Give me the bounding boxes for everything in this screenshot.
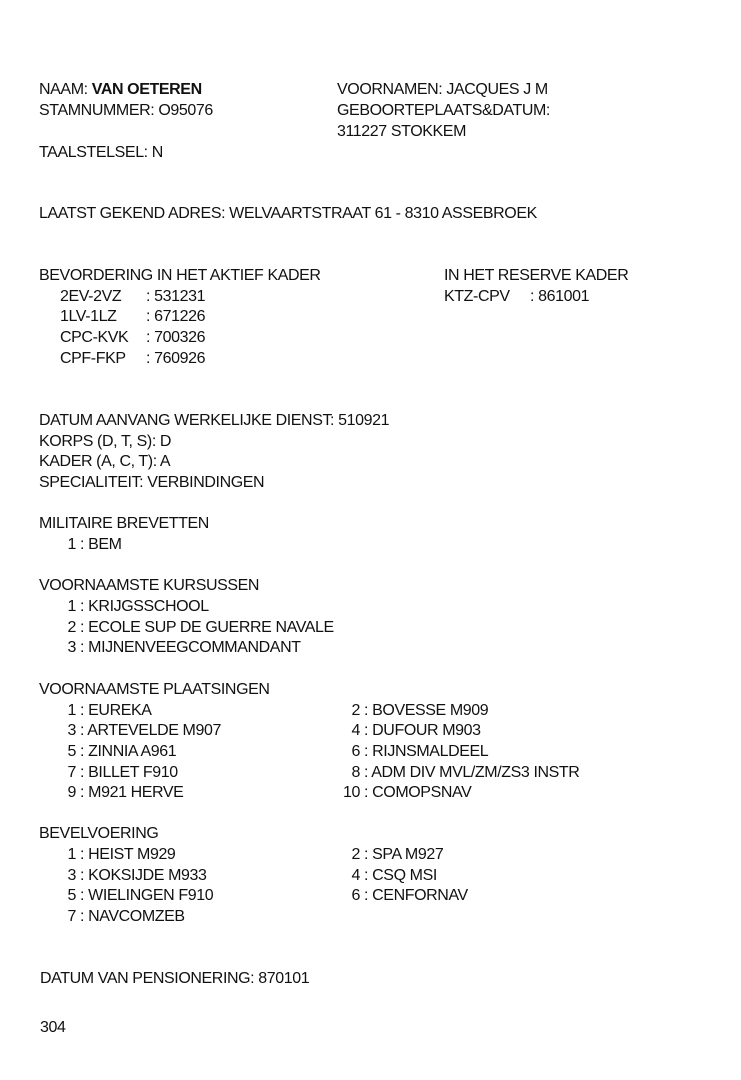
geboorte-value: 311227 STOKKEM [337,123,466,140]
list-item: 5 : WIELINGEN F910 [67,887,214,904]
promotion-row [60,307,117,327]
list-item: 3 : ARTEVELDE M907 [67,722,221,739]
promotion-row [60,328,128,348]
list-item: 6 : RIJNSMALDEEL [351,743,489,760]
taalstelsel: TAALSTELSEL: N [39,144,163,161]
promotion-date: : 671226 [146,308,206,325]
list-item: 6 : CENFORNAV [351,887,468,904]
list-item: 2 : SPA M927 [351,846,444,863]
promotion-date: : 531231 [146,288,206,305]
specialiteit: SPECIALITEIT: VERBINDINGEN [39,474,265,491]
geboorte-label: GEBOORTEPLAATS&DATUM: [337,102,550,119]
list-item: 8 : ADM DIV MVL/ZM/ZS3 INSTR [351,764,580,781]
list-item: 1 : BEM [67,536,122,553]
name-label: NAAM: [39,81,88,98]
reserve-date: : 861001 [530,288,590,305]
promotion-row [60,349,126,369]
voornamen: VOORNAMEN: JACQUES J M [337,81,548,98]
list-item: 3 : MIJNENVEEGCOMMANDANT [67,639,301,656]
promotion-rank: CPC-KVK [60,329,129,346]
promotion-rank: 2EV-2VZ [60,288,122,305]
bevelvoering-title: BEVELVOERING [39,825,159,842]
list-item: 4 : CSQ MSI [351,867,437,884]
brevetten-title: MILITAIRE BREVETTEN [39,515,209,532]
promotion-date: : 700326 [146,329,206,346]
bevordering-aktief-title: BEVORDERING IN HET AKTIEF KADER [39,267,321,284]
aanvang-dienst: DATUM AANVANG WERKELIJKE DIENST: 510921 [39,412,390,429]
list-item: 3 : KOKSIJDE M933 [67,867,207,884]
list-item: 1 : KRIJGSSCHOOL [67,598,209,615]
page-number: 304 [40,1019,66,1036]
list-item: 1 : HEIST M929 [67,846,176,863]
list-item: 10 : COMOPSNAV [343,784,472,801]
bevordering-reserve-title: IN HET RESERVE KADER [444,267,629,284]
list-item: 7 : BILLET F910 [67,764,178,781]
list-item: 5 : ZINNIA A961 [67,743,177,760]
address: LAATST GEKEND ADRES: WELVAARTSTRAAT 61 - 8310 ASSEBROEK [39,205,537,222]
promotion-rank: CPF-FKP [60,350,126,367]
stamnummer: STAMNUMMER: O95076 [39,102,213,119]
list-item: 7 : NAVCOMZEB [67,908,185,925]
list-item: 1 : EUREKA [67,702,152,719]
list-item: 4 : DUFOUR M903 [351,722,481,739]
kader: KADER (A, C, T): A [39,453,171,470]
promotion-date: : 760926 [146,350,206,367]
promotion-rank: 1LV-1LZ [60,308,117,325]
list-item: 2 : BOVESSE M909 [351,702,489,719]
promotion-row [60,287,121,307]
korps: KORPS (D, T, S): D [39,433,172,450]
list-item: 9 : M921 HERVE [67,784,184,801]
name-line [39,80,202,100]
reserve-rank: KTZ-CPV [444,288,510,305]
pensioen: DATUM VAN PENSIONERING: 870101 [40,970,310,987]
plaatsingen-title: VOORNAAMSTE PLAATSINGEN [39,681,270,698]
surname: VAN OETEREN [91,81,202,98]
list-item: 2 : ECOLE SUP DE GUERRE NAVALE [67,619,334,636]
kursussen-title: VOORNAAMSTE KURSUSSEN [39,577,260,594]
